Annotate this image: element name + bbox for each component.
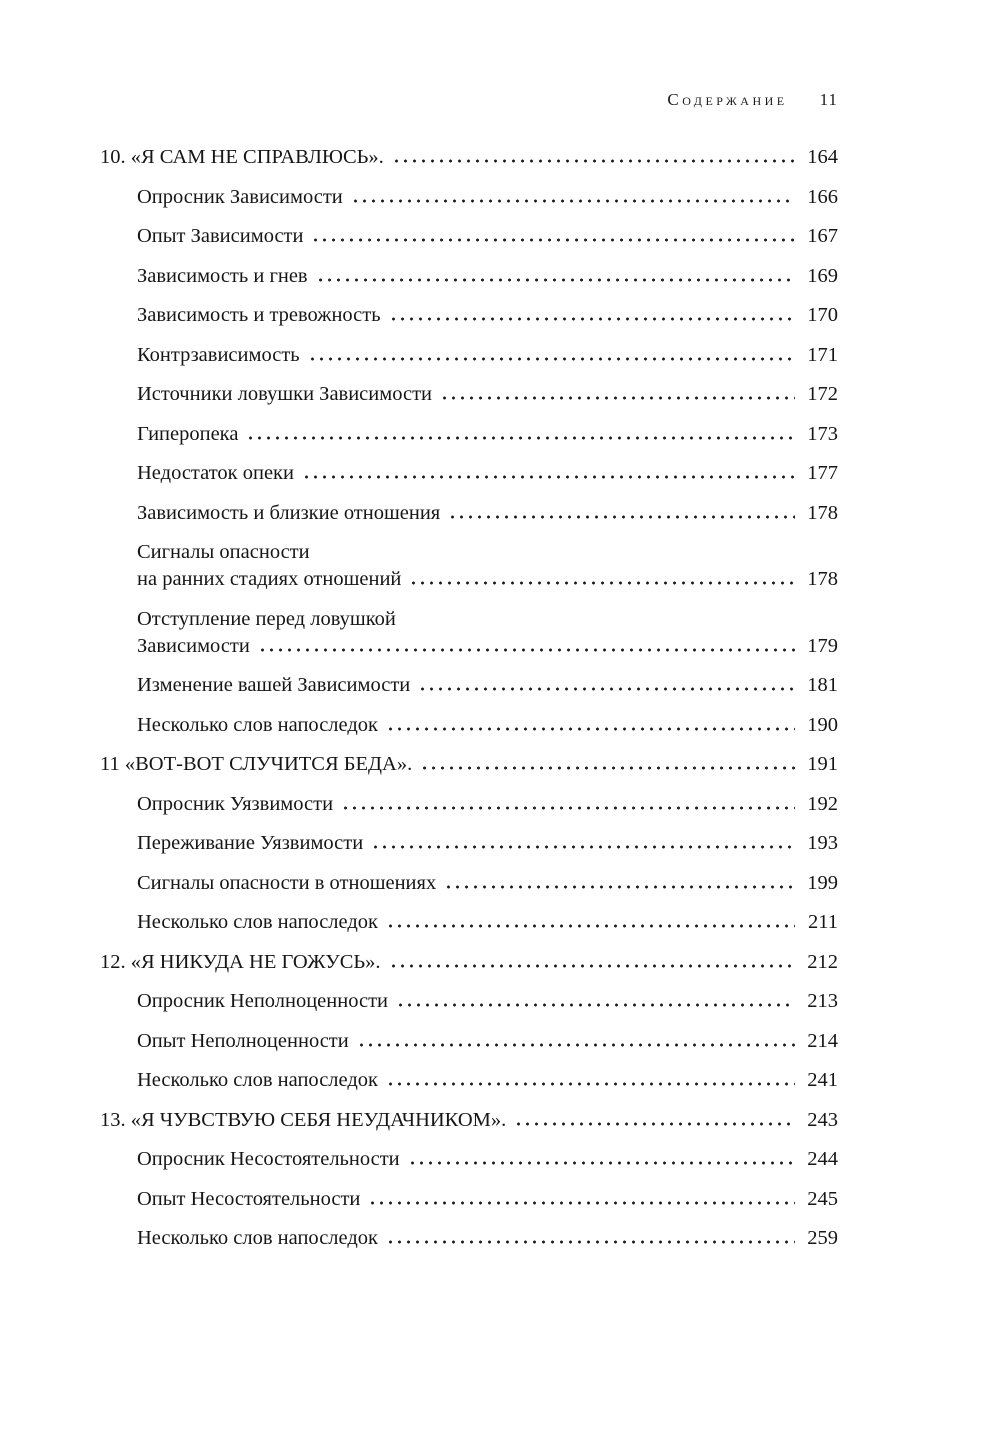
toc-page-number: 177 (807, 462, 838, 484)
toc-entry-sub (100, 184, 838, 211)
toc-entry-chapter (100, 1107, 838, 1134)
toc-entry-title: Отступление перед ловушкой (137, 607, 396, 630)
toc-page-number: 170 (807, 304, 838, 326)
toc-entry-sub (100, 500, 838, 527)
toc-entry-line (100, 144, 838, 171)
toc-entry-sub (100, 988, 838, 1015)
toc-entry-line (137, 342, 838, 369)
toc-entry-sub (100, 539, 838, 593)
toc-entry-line (137, 633, 838, 660)
toc-entry-title: на ранних стадиях отношений (137, 568, 402, 590)
toc-page-number: 179 (807, 634, 838, 657)
dot-leader (409, 581, 795, 585)
dot-leader (514, 1122, 795, 1126)
toc-entry-title: Несколько слов напоследок (137, 713, 378, 736)
toc-entry-title: Опыт Несостоятельности (137, 1187, 361, 1210)
toc-entry-line (137, 1225, 838, 1252)
toc-page-number: 171 (807, 343, 838, 366)
toc-entry-line (137, 712, 838, 739)
dot-leader (357, 1043, 795, 1047)
toc-entry-line (100, 751, 838, 778)
toc-page-number: 241 (807, 1069, 838, 1091)
toc-entry-line (137, 791, 838, 818)
dot-leader (258, 648, 795, 652)
toc-page-number: 166 (807, 185, 838, 208)
toc-entry-sub (100, 830, 838, 857)
toc-entry-sub (100, 421, 838, 448)
toc-entry-sub (100, 223, 838, 250)
toc-entry-chapter (100, 144, 838, 171)
toc-entry-line (137, 1146, 838, 1173)
dot-leader (351, 199, 795, 203)
toc-entry-line (137, 263, 838, 290)
toc-entry-title: 12. «Я НИКУДА НЕ ГОЖУСЬ». (100, 950, 381, 973)
toc-entry-chapter (100, 751, 838, 778)
toc-entry-sub (100, 1146, 838, 1173)
toc-entry-line (137, 1067, 838, 1094)
toc-entry-title: Изменение вашей Зависимости (137, 674, 411, 696)
dot-leader (368, 1201, 795, 1205)
toc-page-number: 192 (807, 792, 838, 815)
dot-leader (308, 357, 795, 361)
toc-entry-sub (100, 1028, 838, 1055)
toc-entry-sub (100, 712, 838, 739)
toc-entry-title: 10. «Я САМ НЕ СПРАВЛЮСЬ». (100, 146, 384, 168)
toc-page-number: 243 (807, 1108, 838, 1131)
toc-page-number: 167 (807, 225, 838, 247)
toc-entry-title: Несколько слов напоследок (137, 1227, 378, 1249)
toc-entry-sub (100, 460, 838, 487)
toc-entry-sub (100, 909, 838, 936)
toc-entry-title: Переживание Уязвимости (137, 832, 364, 854)
toc-entry-line (137, 421, 838, 448)
toc-entry-title: Опыт Неполноценности (137, 1029, 349, 1052)
toc-entry-title: Сигналы опасности в отношениях (137, 871, 437, 894)
toc-entry-sub (100, 606, 838, 660)
toc-entry-sub (100, 1186, 838, 1213)
dot-leader (246, 436, 795, 440)
running-head-section-title: Содержание (667, 90, 788, 109)
toc-entry-chapter (100, 949, 838, 976)
toc-entry-line (137, 539, 838, 566)
dot-leader (396, 1003, 795, 1007)
dot-leader (444, 885, 795, 889)
toc-entry-title: Опросник Несостоятельности (137, 1148, 400, 1170)
toc-entry-line (137, 672, 838, 699)
toc-entry-title: Опросник Уязвимости (137, 792, 334, 815)
toc-entry-line (137, 500, 838, 527)
toc-page-number: 244 (807, 1148, 838, 1170)
toc-entry-sub (100, 342, 838, 369)
toc-entry-line (100, 1107, 838, 1134)
toc-entry-title: Зависимость и гнев (137, 264, 308, 287)
dot-leader (418, 687, 795, 691)
dot-leader (311, 238, 795, 242)
toc-page-number: 190 (807, 713, 838, 736)
toc-page-number: 164 (807, 146, 838, 168)
table-of-contents (100, 144, 838, 1252)
toc-entry-title: Зависимость и тревожность (137, 304, 381, 326)
toc-entry-line (137, 1028, 838, 1055)
toc-entry-line (137, 606, 838, 633)
dot-leader (389, 964, 795, 968)
toc-page-number: 193 (807, 832, 838, 854)
dot-leader (341, 806, 795, 810)
toc-page-number: 199 (807, 871, 838, 894)
toc-page-number: 181 (807, 674, 838, 696)
toc-page-number: 178 (807, 568, 838, 590)
toc-entry-line (137, 460, 838, 487)
toc-entry-line (137, 184, 838, 211)
running-head (100, 90, 838, 110)
toc-page-number: 191 (807, 753, 838, 775)
toc-entry-title: Контрзависимость (137, 343, 300, 366)
toc-page-number: 178 (807, 501, 838, 524)
toc-entry-sub (100, 672, 838, 699)
dot-leader (448, 515, 795, 519)
dot-leader (408, 1161, 795, 1165)
toc-entry-line (137, 1186, 838, 1213)
toc-entry-line (137, 830, 838, 857)
toc-page-number: 169 (807, 264, 838, 287)
toc-page-number: 245 (807, 1187, 838, 1210)
toc-page-number: 213 (807, 990, 838, 1012)
toc-entry-title: Источники ловушки Зависимости (137, 383, 433, 405)
toc-entry-line (100, 949, 838, 976)
toc-entry-line (137, 566, 838, 593)
toc-entry-title: Зависимость и близкие отношения (137, 501, 441, 524)
toc-entry-line (137, 381, 838, 408)
toc-page-number: 173 (807, 422, 838, 445)
toc-entry-sub (100, 302, 838, 329)
toc-entry-sub (100, 381, 838, 408)
dot-leader (392, 159, 795, 163)
toc-entry-title: Гиперопека (137, 422, 239, 445)
toc-entry-line (137, 870, 838, 897)
toc-entry-sub (100, 263, 838, 290)
dot-leader (386, 924, 795, 928)
toc-entry-title: Опыт Зависимости (137, 225, 304, 247)
toc-entry-line (137, 302, 838, 329)
toc-entry-title: 11 «ВОТ-ВОТ СЛУЧИТСЯ БЕДА». (100, 753, 413, 775)
dot-leader (316, 278, 795, 282)
toc-entry-sub (100, 1067, 838, 1094)
toc-entry-line (137, 223, 838, 250)
toc-entry-title: Несколько слов напоследок (137, 911, 378, 933)
toc-page-number: 211 (808, 911, 838, 933)
toc-entry-sub (100, 791, 838, 818)
toc-entry-title: 13. «Я ЧУВСТВУЮ СЕБЯ НЕУДАЧНИКОМ». (100, 1108, 507, 1131)
toc-entry-title: Опросник Неполноценности (137, 990, 389, 1012)
toc-entry-line (137, 988, 838, 1015)
dot-leader (386, 727, 795, 731)
running-head-page-number: 11 (819, 90, 838, 109)
toc-page-number: 212 (807, 950, 838, 973)
toc-entry-line (137, 909, 838, 936)
toc-entry-title: Опросник Зависимости (137, 185, 343, 208)
dot-leader (386, 1240, 795, 1244)
toc-entry-title: Несколько слов напоследок (137, 1069, 378, 1091)
toc-page-number: 214 (807, 1029, 838, 1052)
toc-entry-sub (100, 870, 838, 897)
dot-leader (389, 317, 795, 321)
dot-leader (440, 396, 795, 400)
dot-leader (371, 845, 795, 849)
dot-leader (420, 766, 795, 770)
toc-entry-title: Недостаток опеки (137, 462, 294, 484)
toc-entry-title: Зависимости (137, 634, 250, 657)
dot-leader (302, 475, 795, 479)
toc-page-number: 172 (807, 383, 838, 405)
toc-entry-title: Сигналы опасности (137, 541, 310, 563)
toc-page-number: 259 (807, 1227, 838, 1249)
toc-entry-sub (100, 1225, 838, 1252)
dot-leader (386, 1082, 795, 1086)
